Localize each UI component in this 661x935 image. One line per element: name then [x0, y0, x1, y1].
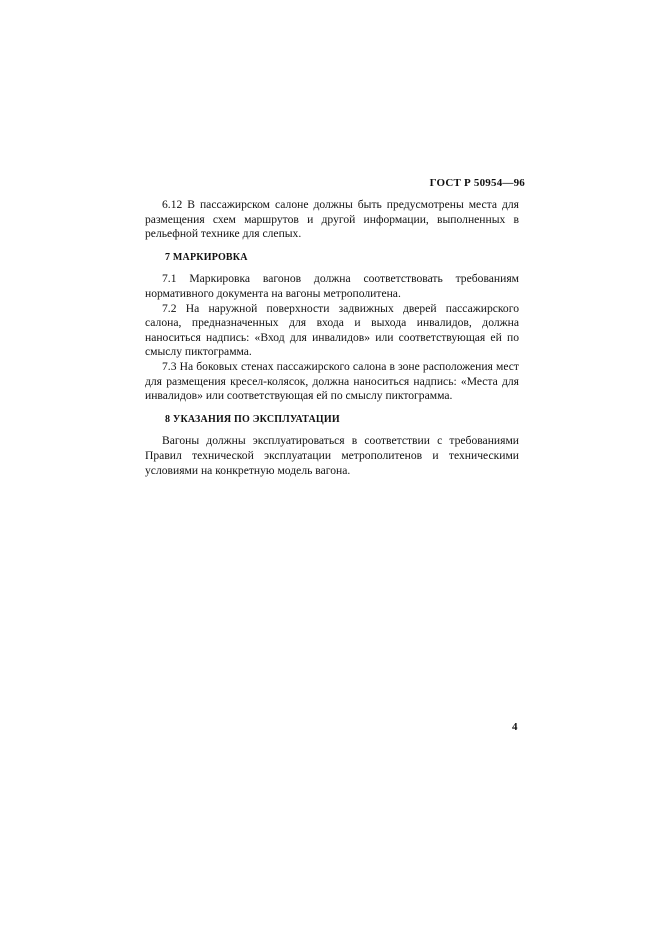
- document-code: ГОСТ Р 50954—96: [429, 177, 525, 189]
- paragraph-6-12: 6.12 В пассажирском салоне должны быть предусмотрены места для размещения схем маршрутов и другой информации, выполненных в рельефной технике для слепых.: [145, 198, 519, 241]
- section-7-heading: 7 МАРКИРОВКА: [165, 251, 248, 263]
- paragraph-7-1: 7.1 Маркировка вагонов должна соответствовать требованиям нормативного документа на вагоны метрополитена.: [145, 272, 519, 300]
- document-body: [145, 198, 519, 478]
- page-number: 4: [512, 721, 518, 733]
- paragraph-8: Вагоны должны эксплуатироваться в соответствии с требованиями Правил технической эксплуатации метрополитенов и техническими условиями на конкретную модель вагона.: [145, 434, 519, 477]
- paragraph-7-3: 7.3 На боковых стенах пассажирского салона в зоне расположения мест для размещения кресел-колясок, должна наноситься надпись: «Места для инвалидов» или соответствующая ей по смыслу пиктограмма.: [145, 359, 519, 403]
- section-8-heading: 8 УКАЗАНИЯ ПО ЭКСПЛУАТАЦИИ: [165, 413, 340, 425]
- paragraph-7-2: 7.2 На наружной поверхности задвижных дверей пассажирского салона, предназначенных для входа и выхода инвалидов, должна наноситься надпись: «Вход для инвалидов» или соответствующая ей по смыслу пиктограмма.: [145, 301, 519, 359]
